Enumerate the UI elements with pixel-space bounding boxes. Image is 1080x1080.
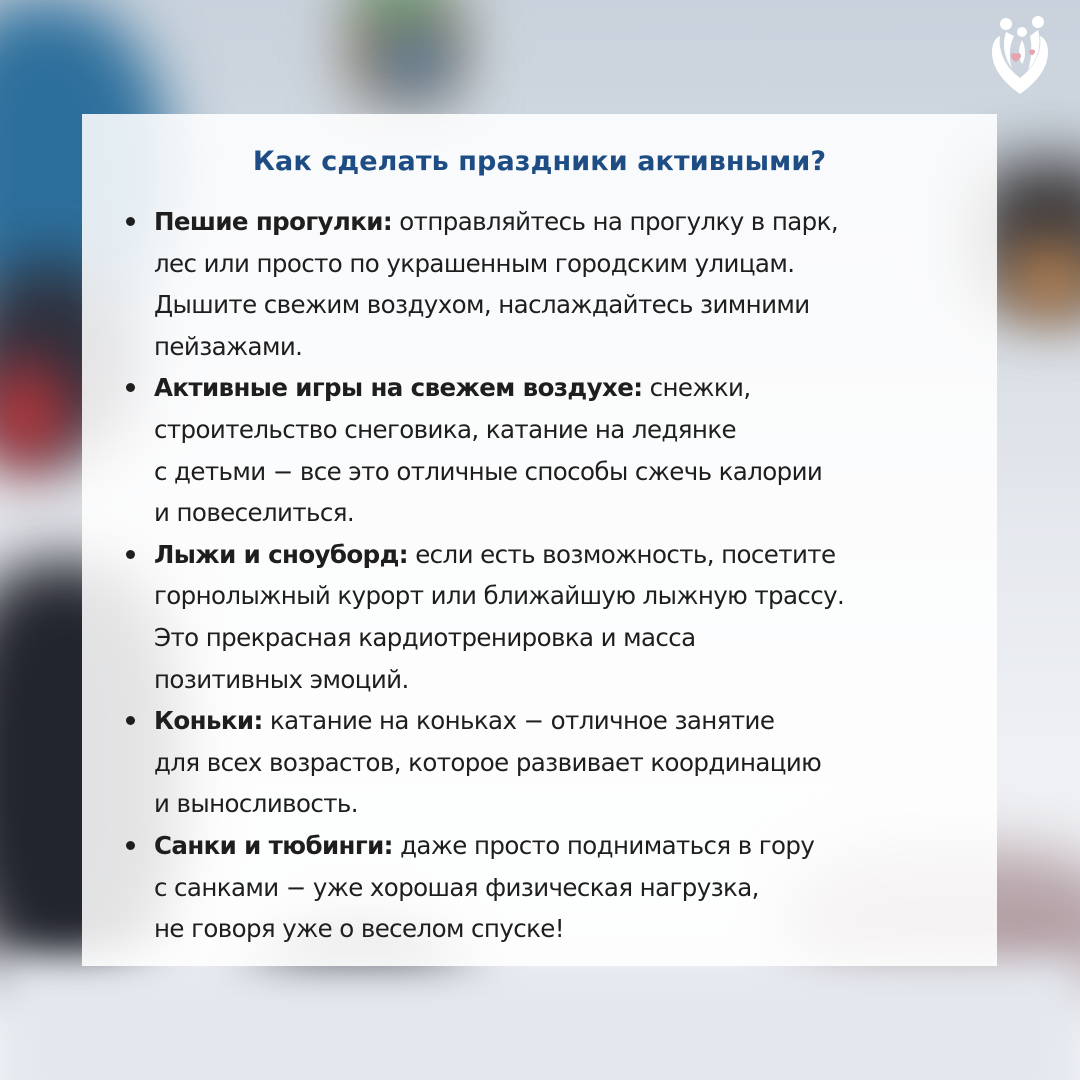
bullet-icon (126, 716, 135, 725)
item-label: Лыжи и сноуборд: (154, 539, 408, 569)
item-text: Это прекрасная кардиотренировка и масса (154, 622, 696, 652)
item-text: с санками − уже хорошая физическая нагрузка, (154, 872, 759, 902)
item-text: отправляйтесь на прогулку в парк, (399, 207, 839, 236)
list-item (154, 700, 986, 825)
item-label: Активные игры на свежем воздухе: (154, 373, 643, 403)
background-blur-shape (0, 960, 1080, 1080)
bullet-icon (126, 841, 135, 850)
bullet-icon (126, 550, 135, 559)
item-text: горнолыжный курорт или ближайшую лыжную трассу. (154, 581, 845, 611)
item-text: Дышите свежим воздухом, наслаждайтесь зимними (154, 290, 810, 320)
list-item (154, 201, 986, 367)
bullet-icon (126, 383, 135, 392)
page-title: Как сделать праздники активными? (252, 146, 827, 177)
item-text: и повеселиться. (154, 498, 355, 528)
background-blur-shape (385, 30, 445, 90)
item-text: даже просто подниматься в гору (400, 830, 815, 860)
item-text: с детьми − все это отличные способы сжечь калории (154, 456, 823, 486)
item-text: позитивных эмоций. (154, 664, 409, 694)
list-item (154, 534, 986, 700)
item-text: лес или просто по украшенным городским улицам. (154, 248, 795, 278)
item-label: Пешие прогулки: (154, 207, 393, 236)
item-text: если есть возможность, посетите (415, 539, 836, 569)
tips-list (154, 201, 986, 950)
item-text: не говоря уже о веселом спуске! (154, 914, 564, 944)
item-text: снежки, (649, 373, 751, 403)
item-text: строительство снеговика, катание на ледянке (154, 414, 736, 444)
list-item (154, 825, 986, 950)
list-item (154, 367, 986, 533)
bullet-icon (126, 217, 135, 226)
item-text: для всех возрастов, которое развивает координацию (154, 747, 822, 777)
item-text: пейзажами. (154, 331, 303, 361)
family-hearts-logo-icon (982, 14, 1058, 100)
item-label: Санки и тюбинги: (154, 830, 393, 860)
item-text: и выносливость. (154, 789, 358, 819)
item-label: Коньки: (154, 706, 263, 736)
content-card (82, 114, 997, 966)
item-text: катание на коньках − отличное занятие (269, 706, 775, 736)
